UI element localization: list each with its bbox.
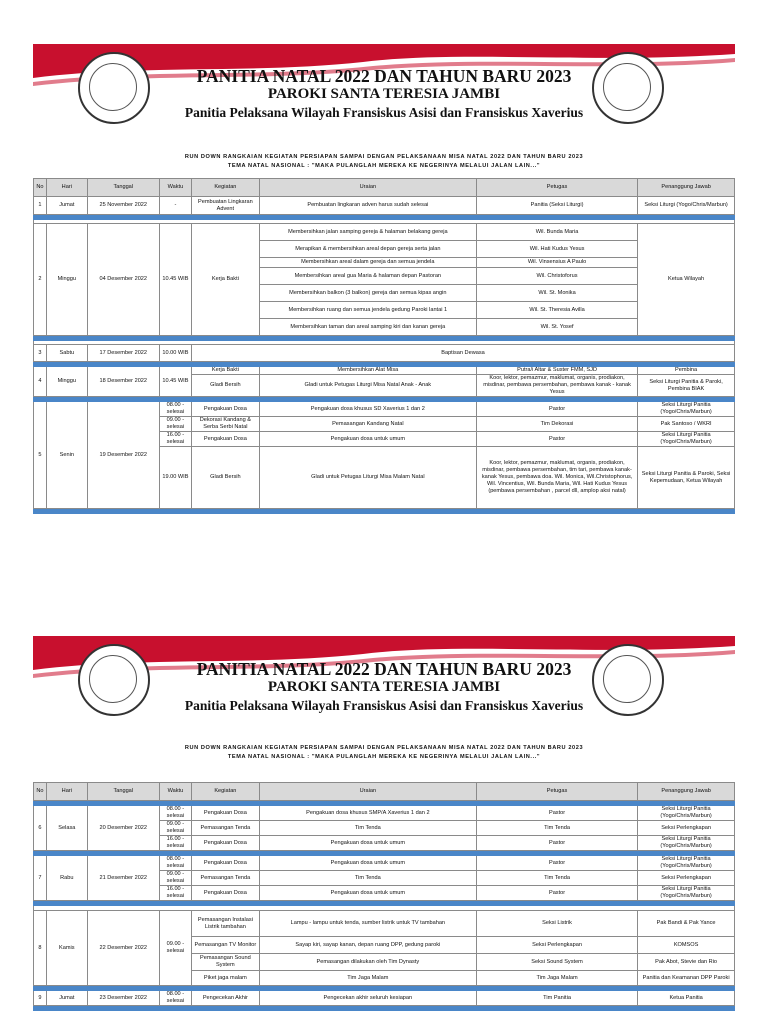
cell-petugas: Wil. St. Yosef — [476, 319, 637, 336]
cell-petugas: Wil. St. Theresia Avilla — [476, 302, 637, 319]
cell-uraian: Tim Tenda — [259, 871, 476, 886]
cell-waktu: 08.00 - selesai — [159, 402, 191, 417]
cell-pj: Seksi Liturgi Panitia (Yogo/Chris/Marbun) — [638, 402, 735, 417]
cell-kegiatan: Gladi Bersih — [192, 447, 260, 509]
cell-uraian: Membersihkan taman dan areal samping kiri dan kanan gereja — [259, 319, 476, 336]
cell-tanggal: 17 Desember 2022 — [87, 345, 159, 362]
cell-kegiatan: Pengakuan Dosa — [192, 402, 260, 417]
cell-petugas: Seksi Listrik — [476, 911, 637, 937]
theme-line: TEMA NATAL NASIONAL : "MAKA PULANGLAH MEREKA KE NEGERINYA MELALUI JALAN LAIN..." — [227, 754, 541, 760]
cell-hari: Selasa — [46, 806, 87, 851]
table-row — [34, 856, 735, 871]
cell-uraian: Membersihkan jalan samping gereja & halaman belakang gereja — [259, 224, 476, 241]
cell-pj: Pak Santoso / WKRI — [638, 417, 735, 432]
cell-waktu: 08.00 - selesai — [159, 991, 191, 1006]
cell-hari: Sabtu — [46, 345, 87, 362]
col-no: No — [34, 179, 47, 197]
cell-kegiatan: Pengakuan Dosa — [192, 836, 260, 851]
cell-petugas: Wil. Vinsensius A Paulo — [476, 258, 637, 268]
col-kegiatan: Kegiatan — [192, 783, 260, 801]
cell-pj: Seksi Liturgi Panitia (Yogo/Chris/Marbun) — [638, 886, 735, 901]
cell-pj: KOMSOS — [638, 937, 735, 954]
parish-name: PAROKI SANTA TERESIA JAMBI — [267, 86, 501, 102]
row-separator — [34, 509, 735, 514]
cell-waktu: 16.00 - selesai — [159, 432, 191, 447]
row-separator — [34, 1006, 735, 1011]
table-row — [34, 367, 735, 375]
cell-waktu: 10.45 WIB — [159, 224, 191, 336]
cell-waktu: 09.00 - selesai — [159, 417, 191, 432]
cell-pj: Seksi Liturgi Panitia (Yogo/Chris/Marbun) — [638, 836, 735, 851]
cell-waktu: 10.00 WIB — [159, 345, 191, 362]
cell-kegiatan: Baptisan Dewasa — [192, 345, 735, 362]
cell-pj: Pembina — [638, 367, 735, 375]
cell-kegiatan: Pemasangan Tenda — [192, 871, 260, 886]
cell-petugas: Wil. Christoforus — [476, 268, 637, 285]
cell-no: 9 — [34, 991, 47, 1006]
table-header — [34, 783, 735, 801]
cell-uraian: Tim Tenda — [259, 821, 476, 836]
cell-kegiatan: Pengecekan Akhir — [192, 991, 260, 1006]
cell-no: 8 — [34, 911, 47, 986]
table-header — [34, 179, 735, 197]
cell-no: 6 — [34, 806, 47, 851]
cell-waktu: 19.00 WIB — [159, 447, 191, 509]
col-hari: Hari — [46, 783, 87, 801]
cell-kegiatan: Pengakuan Dosa — [192, 432, 260, 447]
cell-kegiatan: Dekorasi Kandang & Serba Serbi Natal — [192, 417, 260, 432]
rundown-title: RUN DOWN RANGKAIAN KEGIATAN PERSIAPAN SAMPAI DENGAN PELAKSANAAN MISA NATAL 2022 DAN TAHUN BARU 2023 — [184, 154, 584, 160]
col-hari: Hari — [46, 179, 87, 197]
cell-tanggal: 19 Desember 2022 — [87, 402, 159, 509]
cell-uraian: Pengakuan dosa untuk umum — [259, 836, 476, 851]
cell-petugas: Pastor — [476, 432, 637, 447]
cell-waktu: 16.00 - selesai — [159, 836, 191, 851]
table-row — [34, 991, 735, 1006]
cell-petugas: Tim Panitia — [476, 991, 637, 1006]
cell-petugas: Pastor — [476, 402, 637, 417]
cell-no: 2 — [34, 224, 47, 336]
cell-petugas: Tim Dekorasi — [476, 417, 637, 432]
cell-pj: Ketua Panitia — [638, 991, 735, 1006]
cell-uraian: Tim Jaga Malam — [259, 971, 476, 986]
cell-pj: Seksi Perlengkapan — [638, 871, 735, 886]
cell-no: 3 — [34, 345, 47, 362]
col-petugas: Petugas — [476, 783, 637, 801]
cell-petugas: Seksi Sound System — [476, 954, 637, 971]
cell-kegiatan: Pembuatan Lingkaran Advent — [192, 197, 260, 215]
col-tanggal: Tanggal — [87, 783, 159, 801]
cell-uraian: Pembuatan lingkaran adven harus sudah selesai — [259, 197, 476, 215]
cell-petugas: Wil. Bunda Maria — [476, 224, 637, 241]
committee-tagline: Panitia Pelaksana Wilayah Fransiskus Asisi dan Fransiskus Xaverius — [184, 105, 584, 120]
cell-tanggal: 21 Desember 2022 — [87, 856, 159, 901]
cell-uraian: Membersihkan areal dalam gereja dan semua jendela — [259, 258, 476, 268]
cell-uraian: Pengakuan dosa untuk umum — [259, 886, 476, 901]
cell-hari: Minggu — [46, 224, 87, 336]
cell-petugas: Pastor — [476, 806, 637, 821]
cell-tanggal: 18 Desember 2022 — [87, 367, 159, 397]
cell-pj: Seksi Liturgi Panitia (Yogo/Chris/Marbun) — [638, 856, 735, 871]
cell-hari: Jumat — [46, 991, 87, 1006]
table-row — [34, 402, 735, 417]
cell-no: 1 — [34, 197, 47, 215]
cell-petugas: Pastor — [476, 836, 637, 851]
cell-tanggal: 22 Desember 2022 — [87, 911, 159, 986]
cell-waktu: 16.00 - selesai — [159, 886, 191, 901]
cell-waktu: 10.45 WIB — [159, 367, 191, 397]
cell-uraian: Pemasangan dilakukan oleh Tim Dynasty — [259, 954, 476, 971]
cell-kegiatan: Piket jaga malam — [192, 971, 260, 986]
cell-petugas: Putra/i Altar & Suster FMM, SJD — [476, 367, 637, 375]
cell-kegiatan: Pengakuan Dosa — [192, 886, 260, 901]
cell-pj: Seksi Liturgi Panitia (Yogo/Chris/Marbun) — [638, 806, 735, 821]
cell-pj: Seksi Liturgi Panitia & Paroki, Seksi Kepemudaan, Ketua Wilayah — [638, 447, 735, 509]
cell-pj: Seksi Liturgi Panitia & Paroki, Pembina BIAK — [638, 375, 735, 397]
cell-uraian: Membersihkan balkon (3 balkon) gereja dan semua kipas angin — [259, 285, 476, 302]
cell-petugas: Tim Tenda — [476, 871, 637, 886]
cell-uraian: Pengakuan dosa untuk umum — [259, 432, 476, 447]
schedule-table-1 — [33, 178, 735, 514]
cell-no: 4 — [34, 367, 47, 397]
cell-no: 7 — [34, 856, 47, 901]
cell-kegiatan: Kerja Bakti — [192, 367, 260, 375]
cell-uraian: Pengakuan dosa untuk umum — [259, 856, 476, 871]
cell-uraian: Membersihkan areal gua Maria & halaman depan Pastoran — [259, 268, 476, 285]
cell-uraian: Pengakuan dosa khusus SMP/A Xaverius 1 dan 2 — [259, 806, 476, 821]
cell-hari: Kamis — [46, 911, 87, 986]
table-row — [34, 911, 735, 937]
cell-no: 5 — [34, 402, 47, 509]
cell-uraian: Gladi untuk Petugas Liturgi Misa Natal Anak - Anak — [259, 375, 476, 397]
col-waktu: Waktu — [159, 783, 191, 801]
cell-tanggal: 04 Desember 2022 — [87, 224, 159, 336]
cell-uraian: Gladi untuk Petugas Liturgi Misa Malam Natal — [259, 447, 476, 509]
cell-tanggal: 25 November 2022 — [87, 197, 159, 215]
table-row — [34, 806, 735, 821]
cell-uraian: Sayap kiri, sayap kanan, depan ruang DPP, gedung paroki — [259, 937, 476, 954]
cell-pj: Seksi Liturgi (Yogo/Chris/Marbun) — [638, 197, 735, 215]
cell-waktu: - — [159, 197, 191, 215]
cell-uraian: Membersihkan Alat Misa — [259, 367, 476, 375]
cell-pj: Seksi Perlengkapan — [638, 821, 735, 836]
document-title: PANITIA NATAL 2022 DAN TAHUN BARU 2023 — [196, 659, 572, 679]
cell-waktu: 09.00 - selesai — [159, 871, 191, 886]
cell-pj: Panitia dan Keamanan DPP Paroki — [638, 971, 735, 986]
table-row — [34, 224, 735, 241]
cell-waktu: 09.00 - selesai — [159, 911, 191, 986]
cell-uraian: Merapikan & membersihkan areal depan gereja serta jalan — [259, 241, 476, 258]
col-no: No — [34, 783, 47, 801]
parish-seal-left — [78, 52, 150, 124]
cell-petugas: Wil. St. Monika — [476, 285, 637, 302]
cell-petugas: Koor, lektor, pemazmur, maklumat, organis, prodiakon, misdinar, pembawa persembahan, pembawa kanak - kanak Yesus — [476, 375, 637, 397]
cell-kegiatan: Gladi Bersih — [192, 375, 260, 397]
cell-kegiatan: Kerja Bakti — [192, 224, 260, 336]
cell-uraian: Pengecekan akhir seluruh kesiapan — [259, 991, 476, 1006]
cell-petugas: Pastor — [476, 886, 637, 901]
col-petugas: Petugas — [476, 179, 637, 197]
cell-petugas: Pastor — [476, 856, 637, 871]
table-row — [34, 197, 735, 215]
cell-petugas: Koor, lektor, pemazmur, maklumat, organis, prodiakon, misdinar, pembawa persembahan, tim tari, pembawa kanak-kanak Yesus, pembawa doa. Wil. Monica, Wil.Christophorus, Wil. Vincentius, Wil. Bunda Maria, Wil. Hati Kudus Yesus (pembawa persembahan , parcel dll, amplop aksi natal) — [476, 447, 637, 509]
col-kegiatan: Kegiatan — [192, 179, 260, 197]
cell-tanggal: 23 Desember 2022 — [87, 991, 159, 1006]
cell-waktu: 09.00 - selesai — [159, 821, 191, 836]
cell-hari: Jumat — [46, 197, 87, 215]
cell-waktu: 08.00 - selesai — [159, 856, 191, 871]
col-uraian: Uraian — [259, 783, 476, 801]
cell-kegiatan: Pemasangan Sound System — [192, 954, 260, 971]
cell-kegiatan: Pemasangan TV Monitor — [192, 937, 260, 954]
table-row — [34, 345, 735, 362]
col-pj: Penanggung Jawab — [638, 179, 735, 197]
cell-pj: Pak Bandi & Pak Yance — [638, 911, 735, 937]
cell-kegiatan: Pengakuan Dosa — [192, 856, 260, 871]
cell-petugas: Seksi Perlengkapan — [476, 937, 637, 954]
parish-name: PAROKI SANTA TERESIA JAMBI — [267, 679, 501, 695]
col-waktu: Waktu — [159, 179, 191, 197]
cell-tanggal: 20 Desember 2022 — [87, 806, 159, 851]
cell-uraian: Membersihkan ruang dan semua jendela gedung Paroki lantai 1 — [259, 302, 476, 319]
cell-waktu: 08.00 - selesai — [159, 806, 191, 821]
schedule-table-2 — [33, 782, 735, 1011]
cell-pj: Ketua Wilayah — [638, 224, 735, 336]
cell-hari: Rabu — [46, 856, 87, 901]
cell-petugas: Wil. Hati Kudus Yesus — [476, 241, 637, 258]
cell-kegiatan: Pemasangan Instalasi Listrik tambahan — [192, 911, 260, 937]
cell-hari: Minggu — [46, 367, 87, 397]
page-2 — [0, 590, 768, 1024]
cell-uraian: Pemasangan Kandang Natal — [259, 417, 476, 432]
cell-petugas: Tim Tenda — [476, 821, 637, 836]
rundown-title: RUN DOWN RANGKAIAN KEGIATAN PERSIAPAN SAMPAI DENGAN PELAKSANAAN MISA NATAL 2022 DAN TAHUN BARU 2023 — [184, 745, 584, 751]
cell-petugas: Panitia (Seksi Liturgi) — [476, 197, 637, 215]
parish-seal-left — [78, 644, 150, 716]
cell-uraian: Lampu - lampu untuk tenda, sumber listrik untuk TV tambahan — [259, 911, 476, 937]
committee-tagline: Panitia Pelaksana Wilayah Fransiskus Asisi dan Fransiskus Xaverius — [184, 698, 584, 713]
cell-pj: Seksi Liturgi Panitia (Yogo/Chris/Marbun) — [638, 432, 735, 447]
cell-hari: Senin — [46, 402, 87, 509]
theme-line: TEMA NATAL NASIONAL : "MAKA PULANGLAH MEREKA KE NEGERINYA MELALUI JALAN LAIN..." — [227, 163, 541, 169]
col-tanggal: Tanggal — [87, 179, 159, 197]
cell-uraian: Pengakuan dosa khusus SD Xaverius 1 dan 2 — [259, 402, 476, 417]
col-pj: Penanggung Jawab — [638, 783, 735, 801]
col-uraian: Uraian — [259, 179, 476, 197]
cell-kegiatan: Pemasangan Tenda — [192, 821, 260, 836]
cell-kegiatan: Pengakuan Dosa — [192, 806, 260, 821]
cell-petugas: Tim Jaga Malam — [476, 971, 637, 986]
document-title: PANITIA NATAL 2022 DAN TAHUN BARU 2023 — [196, 66, 572, 86]
cell-pj: Pak Abot, Stevie dan Rio — [638, 954, 735, 971]
